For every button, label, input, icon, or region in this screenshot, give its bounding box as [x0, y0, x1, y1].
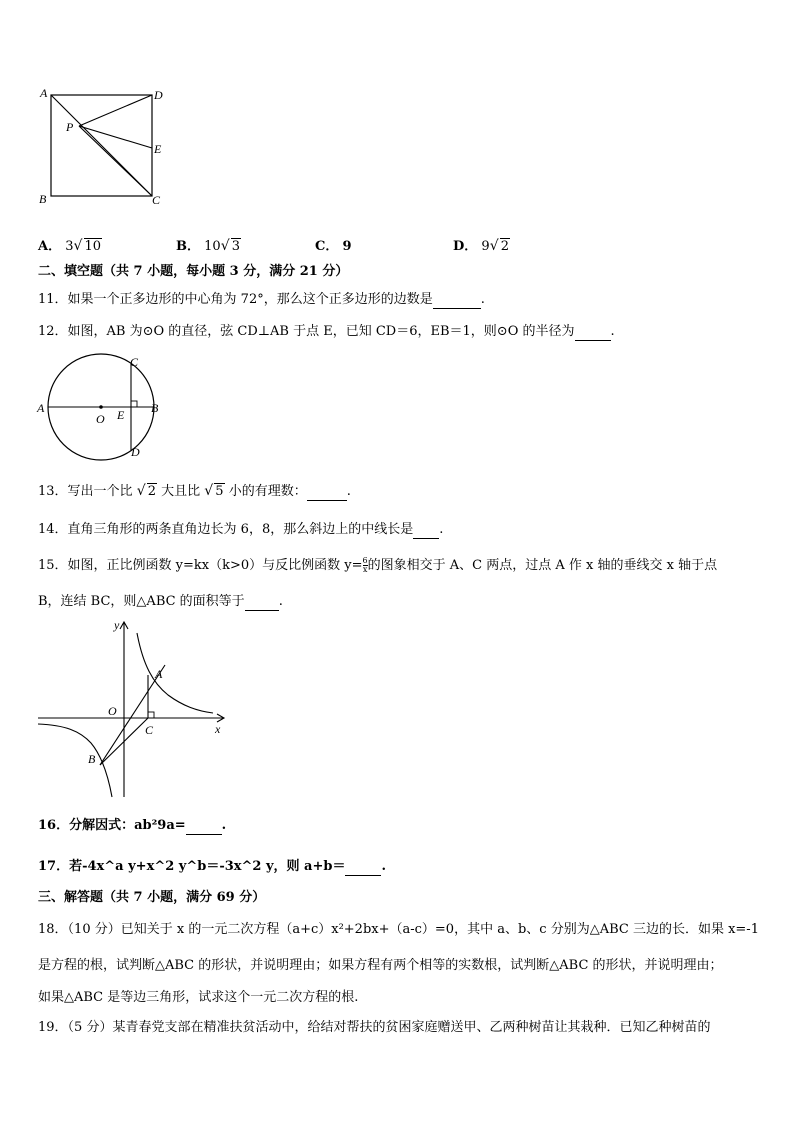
- label-A: A: [40, 86, 48, 100]
- label-y: y: [114, 618, 120, 632]
- label-B: B: [151, 401, 159, 415]
- question-17: 17．若-4x^a y+x^2 y^b＝-3x^2 y，则 a+b＝ .: [38, 859, 386, 874]
- answer-blank: [345, 859, 381, 876]
- label-C: C: [130, 355, 139, 369]
- label-A: A: [155, 667, 163, 681]
- label-A: A: [37, 401, 45, 415]
- answer-blank: [433, 292, 481, 309]
- label-E: E: [154, 142, 162, 156]
- label-P: P: [66, 120, 74, 134]
- label-O: O: [108, 704, 117, 718]
- section-2-heading: 二、填空题（共 7 小题，每小题 3 分，满分 21 分）: [38, 264, 349, 279]
- question-16: 16．分解因式：ab²9a= .: [38, 818, 227, 833]
- label-C: C: [152, 193, 161, 207]
- question-18-line2: 是方程的根，试判断△ABC 的形状，并说明理由；如果方程有两个相等的实数根，试判断△ABC 的形状，并说明理由；: [38, 958, 723, 973]
- question-18-line3: 如果△ABC 是等边三角形，试求这个一元二次方程的根.: [38, 990, 359, 1005]
- section-3-heading: 三、解答题（共 7 小题，满分 69 分）: [38, 890, 266, 905]
- label-D: D: [154, 88, 163, 102]
- question-14: 14．直角三角形的两条直角边长为 6，8，那么斜边上的中线长是 .: [38, 522, 444, 537]
- label-D: D: [131, 445, 140, 459]
- label-B: B: [88, 752, 96, 766]
- label-O: O: [96, 412, 105, 426]
- option-a: A． 3√ 10: [38, 235, 102, 254]
- option-b: B． 10√ 3: [176, 235, 241, 254]
- option-d: D． 9√ 2: [453, 235, 510, 254]
- question-15-line1: 15．如图，正比例函数 y=kx（k>0）与反比例函数 y= $\frac{6}{x}$ 的图象相交于 A、C 两点，过点 A 作 x 轴的垂线交 x 轴于点: [38, 556, 718, 574]
- answer-blank: [186, 818, 222, 835]
- square-figure: [35, 85, 175, 210]
- sqrt-icon: √ 5: [204, 484, 224, 500]
- question-15-line2: B，连结 BC，则△ABC 的面积等于 .: [38, 594, 283, 609]
- question-18-line1: 18．（10 分）已知关于 x 的一元二次方程（a+c）x²+2bx+（a-c）=0，其中 a、b、c 分别为△ABC 三边的长．如果 x=-1: [38, 922, 759, 937]
- option-c: C． 9: [315, 239, 352, 254]
- answer-blank: [245, 594, 279, 611]
- sqrt-icon: √ 2: [490, 239, 510, 254]
- label-B: B: [39, 192, 47, 206]
- question-12: 12．如图，AB 为⊙O 的直径，弦 CD⊥AB 于点 E，已知 CD＝6，EB＝1，则⊙O 的半径为 .: [38, 324, 615, 339]
- sqrt-icon: √ 3: [221, 239, 241, 254]
- question-13: 13．写出一个比 √ 2 大且比 √ 5 小的有理数： .: [38, 484, 351, 501]
- fraction: $\frac{6}{x}$: [362, 556, 368, 574]
- label-C: C: [145, 723, 154, 737]
- answer-blank: [413, 522, 439, 539]
- answer-blank: [575, 324, 611, 341]
- sqrt-icon: √ 10: [74, 239, 103, 254]
- function-graph-figure: [35, 615, 235, 800]
- question-19-line1: 19．（5 分）某青春党支部在精准扶贫活动中，给结对帮扶的贫困家庭赠送甲、乙两种树苗让其栽种．已知乙种树苗的: [38, 1020, 711, 1035]
- answer-blank: [307, 484, 347, 501]
- sqrt-icon: √ 2: [137, 484, 157, 500]
- label-E: E: [117, 408, 125, 422]
- label-x: x: [215, 722, 221, 736]
- question-11: 11．如果一个正多边形的中心角为 72°，那么这个正多边形的边数是 .: [38, 292, 485, 307]
- circle-figure: [35, 352, 165, 462]
